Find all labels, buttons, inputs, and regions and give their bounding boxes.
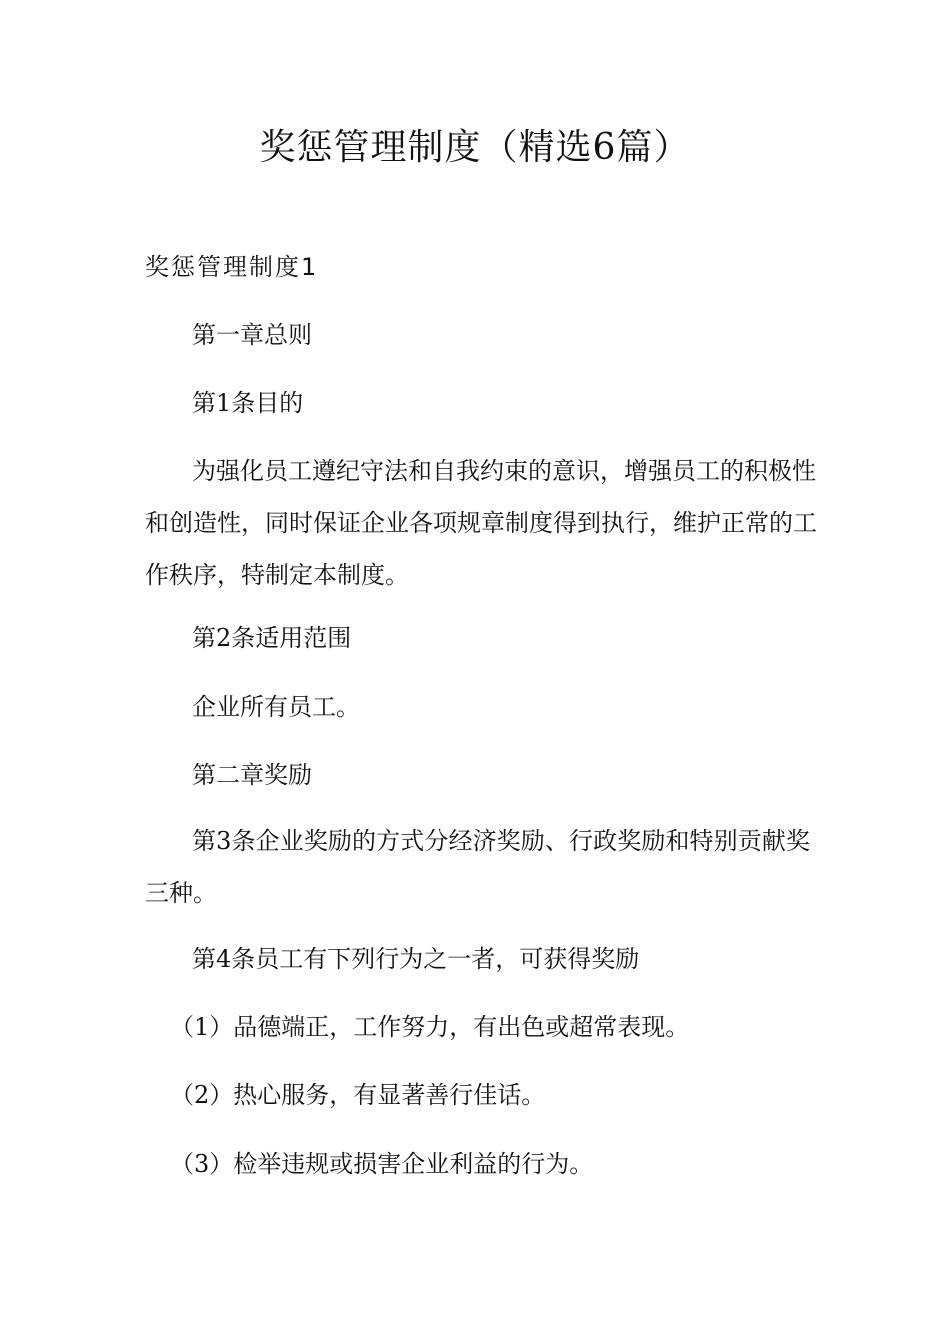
list-item: （1）品德端正，工作努力，有出色或超常表现。 [170, 1013, 690, 1041]
article-3-text-line-2: 三种。 [145, 879, 217, 907]
section-heading: 奖惩管理制度1 [145, 253, 319, 281]
article-3-text-line-1: 第3条企业奖励的方式分经济奖励、行政奖励和特别贡献奖 [192, 827, 810, 855]
article-2-heading: 第2条适用范围 [192, 624, 352, 652]
article-2-text: 企业所有员工。 [192, 693, 360, 721]
article-1-text-line-1: 为强化员工遵纪守法和自我约束的意识，增强员工的积极性 [192, 457, 816, 485]
chapter-heading-general: 第一章总则 [192, 321, 312, 349]
article-4-heading: 第4条员工有下列行为之一者，可获得奖励 [192, 945, 640, 973]
article-1-text-line-2: 和创造性，同时保证企业各项规章制度得到执行，维护正常的工 [145, 509, 817, 537]
article-1-heading: 第1条目的 [192, 389, 304, 417]
chapter-heading-rewards: 第二章奖励 [192, 761, 312, 789]
article-1-text-line-3: 作秩序，特制定本制度。 [145, 561, 409, 589]
list-item: （3）检举违规或损害企业利益的行为。 [170, 1150, 594, 1178]
list-item: （2）热心服务，有显著善行佳话。 [170, 1081, 546, 1109]
document-title: 奖惩管理制度（精选6篇） [259, 127, 691, 168]
